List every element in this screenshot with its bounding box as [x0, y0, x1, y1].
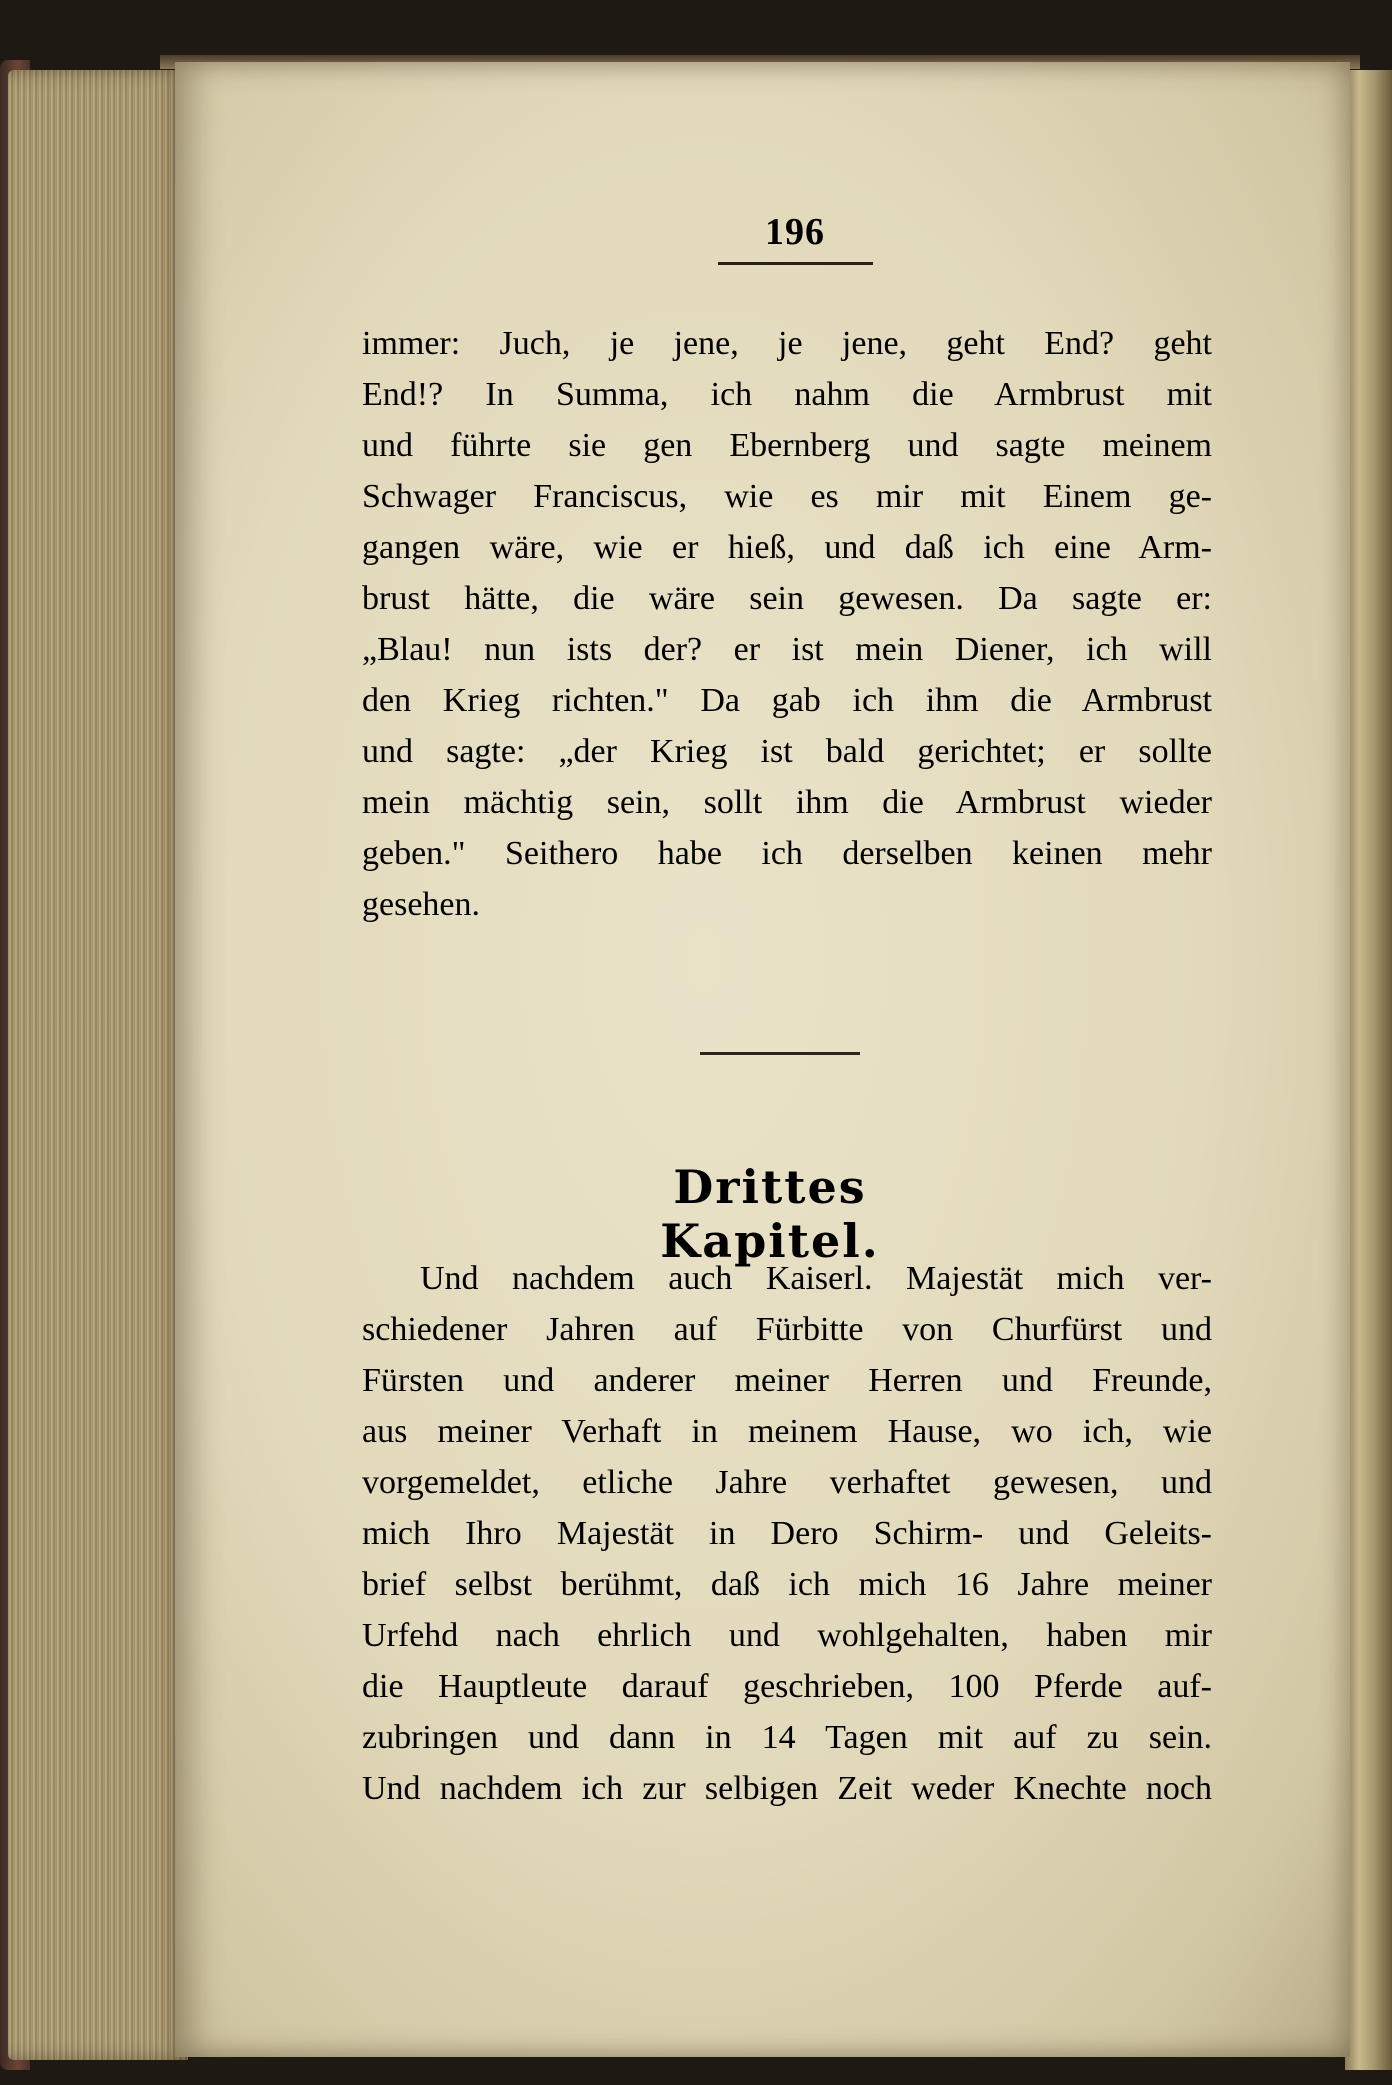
- text-line: gangen wäre, wie er hieß, und daß ich eine Arm-: [362, 529, 1212, 566]
- section-divider: [700, 1052, 860, 1055]
- text-line: Und nachdem auch Kaiserl. Majestät mich ver-: [420, 1260, 1212, 1297]
- right-page-edge: [1345, 70, 1392, 2070]
- text-line: aus meiner Verhaft in meinem Hause, wo ich, wie: [362, 1413, 1212, 1450]
- text-line: mein mächtig sein, sollt ihm die Armbrust wieder: [362, 784, 1212, 821]
- text-line: Und nachdem ich zur selbigen Zeit weder Knechte noch: [362, 1770, 1212, 1807]
- text-line: Fürsten und anderer meiner Herren und Freunde,: [362, 1362, 1212, 1399]
- text-line: geben." Seithero habe ich derselben keinen mehr: [362, 835, 1212, 872]
- text-line: vorgemeldet, etliche Jahre verhaftet gewesen, und: [362, 1464, 1212, 1501]
- text-line: Schwager Franciscus, wie es mir mit Einem ge-: [362, 478, 1212, 515]
- page-number: 196: [765, 211, 825, 253]
- text-line: Urfehd nach ehrlich und wohlgehalten, haben mir: [362, 1617, 1212, 1654]
- text-line: die Hauptleute darauf geschrieben, 100 Pferde auf-: [362, 1668, 1212, 1705]
- text-line: und führte sie gen Ebernberg und sagte meinem: [362, 427, 1212, 464]
- text-line: „Blau! nun ists der? er ist mein Diener, ich will: [362, 631, 1212, 668]
- text-line: gesehen.: [362, 886, 481, 923]
- text-line: schiedener Jahren auf Fürbitte von Churfürst und: [362, 1311, 1212, 1348]
- page-number-rule: [718, 262, 873, 265]
- chapter-heading: Drittes Kapitel.: [660, 1160, 880, 1268]
- passage-2: [362, 1253, 1212, 1814]
- page-stack-edge: [8, 70, 188, 2060]
- text-line: und sagte: „der Krieg ist bald gerichtet; er sollte: [362, 733, 1212, 770]
- text-line: den Krieg richten." Da gab ich ihm die Armbrust: [362, 682, 1212, 719]
- text-line: brust hätte, die wäre sein gewesen. Da sagte er:: [362, 580, 1212, 617]
- text-line: brief selbst berühmt, daß ich mich 16 Jahre meiner: [362, 1566, 1212, 1603]
- passage-1: [362, 318, 1212, 930]
- text-line: mich Ihro Majestät in Dero Schirm- und Geleits-: [362, 1515, 1212, 1552]
- text-line: End!? In Summa, ich nahm die Armbrust mit: [362, 376, 1212, 413]
- text-line: immer: Juch, je jene, je jene, geht End? geht: [362, 325, 1212, 362]
- text-line: zubringen und dann in 14 Tagen mit auf zu sein.: [362, 1719, 1212, 1756]
